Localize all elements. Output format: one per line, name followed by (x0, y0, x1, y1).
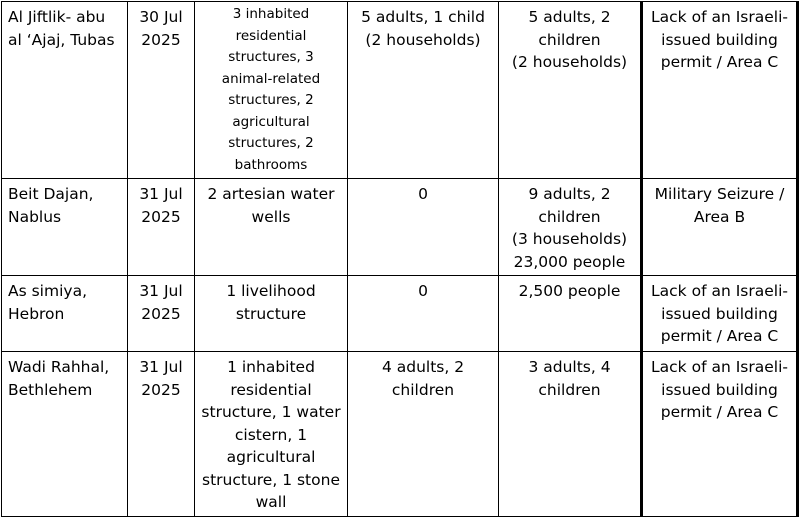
structures-line: cistern, 1 (234, 425, 308, 444)
location-cell (2, 2, 128, 179)
structures-line: 1 inhabited (227, 358, 315, 376)
structures-line: animal-related (221, 70, 321, 87)
structures-line: 2 artesian water (207, 185, 335, 203)
affected-line: 2,500 people (518, 282, 621, 300)
affected-line: 23,000 people (513, 252, 626, 271)
affected-cell (499, 2, 642, 179)
reason-line: Military Seizure / (654, 185, 785, 203)
table-row (2, 276, 798, 352)
date-line: 31 Jul (139, 185, 183, 203)
reason-line: issued building (661, 304, 778, 323)
structures-line: wells (251, 207, 291, 226)
date-line: 2025 (141, 304, 181, 323)
displaced-cell (348, 352, 499, 517)
structures-cell (195, 352, 348, 517)
structures-line: structure, 1 water (201, 403, 341, 421)
location-line: Wadi Rahhal, (8, 358, 110, 376)
reason-line: issued building (661, 380, 778, 399)
displaced-line: children (391, 380, 455, 399)
structures-line: structures, 2 (228, 92, 314, 108)
structures-line: structure, 1 stone (202, 470, 340, 489)
location-line: al ‘Ajaj, Tubas (8, 30, 115, 49)
table-row (2, 179, 798, 276)
date-line: 2025 (141, 207, 181, 226)
displaced-line: 5 adults, 1 child (361, 8, 485, 26)
reason-line: permit / Area C (660, 403, 779, 421)
structures-line: residential (230, 380, 312, 399)
location-line: Nablus (8, 207, 62, 226)
reason-line: Area B (693, 207, 746, 226)
structures-line: agricultural (226, 448, 316, 466)
date-cell (128, 276, 195, 352)
reason-cell (642, 352, 798, 517)
location-cell (2, 276, 128, 352)
location-line: Bethlehem (8, 380, 93, 399)
affected-line: 9 adults, 2 (528, 185, 611, 203)
reason-cell (642, 276, 798, 352)
location-line: Al Jiftlik- abu (8, 8, 106, 26)
location-cell (2, 352, 128, 517)
structures-line: structures, 3 (228, 49, 314, 65)
date-cell (128, 2, 195, 179)
structures-line: structures, 2 (228, 135, 314, 151)
location-line: As simiya, (8, 282, 87, 300)
affected-line: children (538, 380, 601, 399)
structures-line: wall (255, 493, 287, 511)
location-line: Hebron (8, 304, 65, 323)
date-line: 2025 (141, 30, 181, 49)
affected-line: 5 adults, 2 (528, 8, 611, 26)
reason-line: permit / Area C (660, 53, 779, 71)
structures-line: structure (235, 304, 307, 323)
date-line: 31 Jul (139, 282, 183, 300)
displaced-cell (348, 179, 499, 276)
displaced-line: 4 adults, 2 (381, 358, 465, 376)
date-cell (128, 179, 195, 276)
displaced-line: (2 households) (365, 30, 481, 49)
affected-line: (3 households) (511, 230, 628, 248)
displaced-line: 0 (418, 185, 428, 203)
displaced-cell (348, 276, 499, 352)
affected-line: children (538, 30, 601, 49)
structures-cell (195, 2, 348, 179)
structures-cell (195, 179, 348, 276)
date-cell (128, 352, 195, 517)
date-line: 31 Jul (139, 358, 183, 376)
date-line: 2025 (141, 380, 181, 399)
affected-cell (499, 179, 642, 276)
displaced-line: 0 (418, 282, 428, 300)
displaced-cell (348, 2, 499, 179)
reason-line: issued building (661, 30, 778, 49)
structures-line: 1 livelihood (226, 282, 316, 300)
table-row (2, 352, 798, 517)
reason-line: permit / Area C (660, 327, 779, 345)
reason-line: Lack of an Israeli- (651, 282, 788, 300)
structures-line: agricultural (232, 113, 310, 130)
affected-line: 3 adults, 4 (528, 358, 611, 376)
affected-line: children (538, 207, 601, 226)
reason-cell (642, 2, 798, 179)
date-line: 30 Jul (139, 8, 183, 26)
reason-line: Lack of an Israeli- (651, 8, 788, 26)
reason-cell (642, 179, 798, 276)
structures-cell (195, 276, 348, 352)
demolitions-table (1, 1, 799, 517)
structures-line: residential (235, 27, 307, 44)
structures-line: bathrooms (234, 156, 308, 173)
reason-line: Lack of an Israeli- (651, 358, 788, 376)
location-cell (2, 179, 128, 276)
affected-cell (499, 276, 642, 352)
location-line: Beit Dajan, (8, 185, 94, 203)
table-row (2, 2, 798, 179)
affected-cell (499, 352, 642, 517)
structures-line: 3 inhabited (232, 6, 310, 22)
affected-line: (2 households) (511, 53, 628, 71)
